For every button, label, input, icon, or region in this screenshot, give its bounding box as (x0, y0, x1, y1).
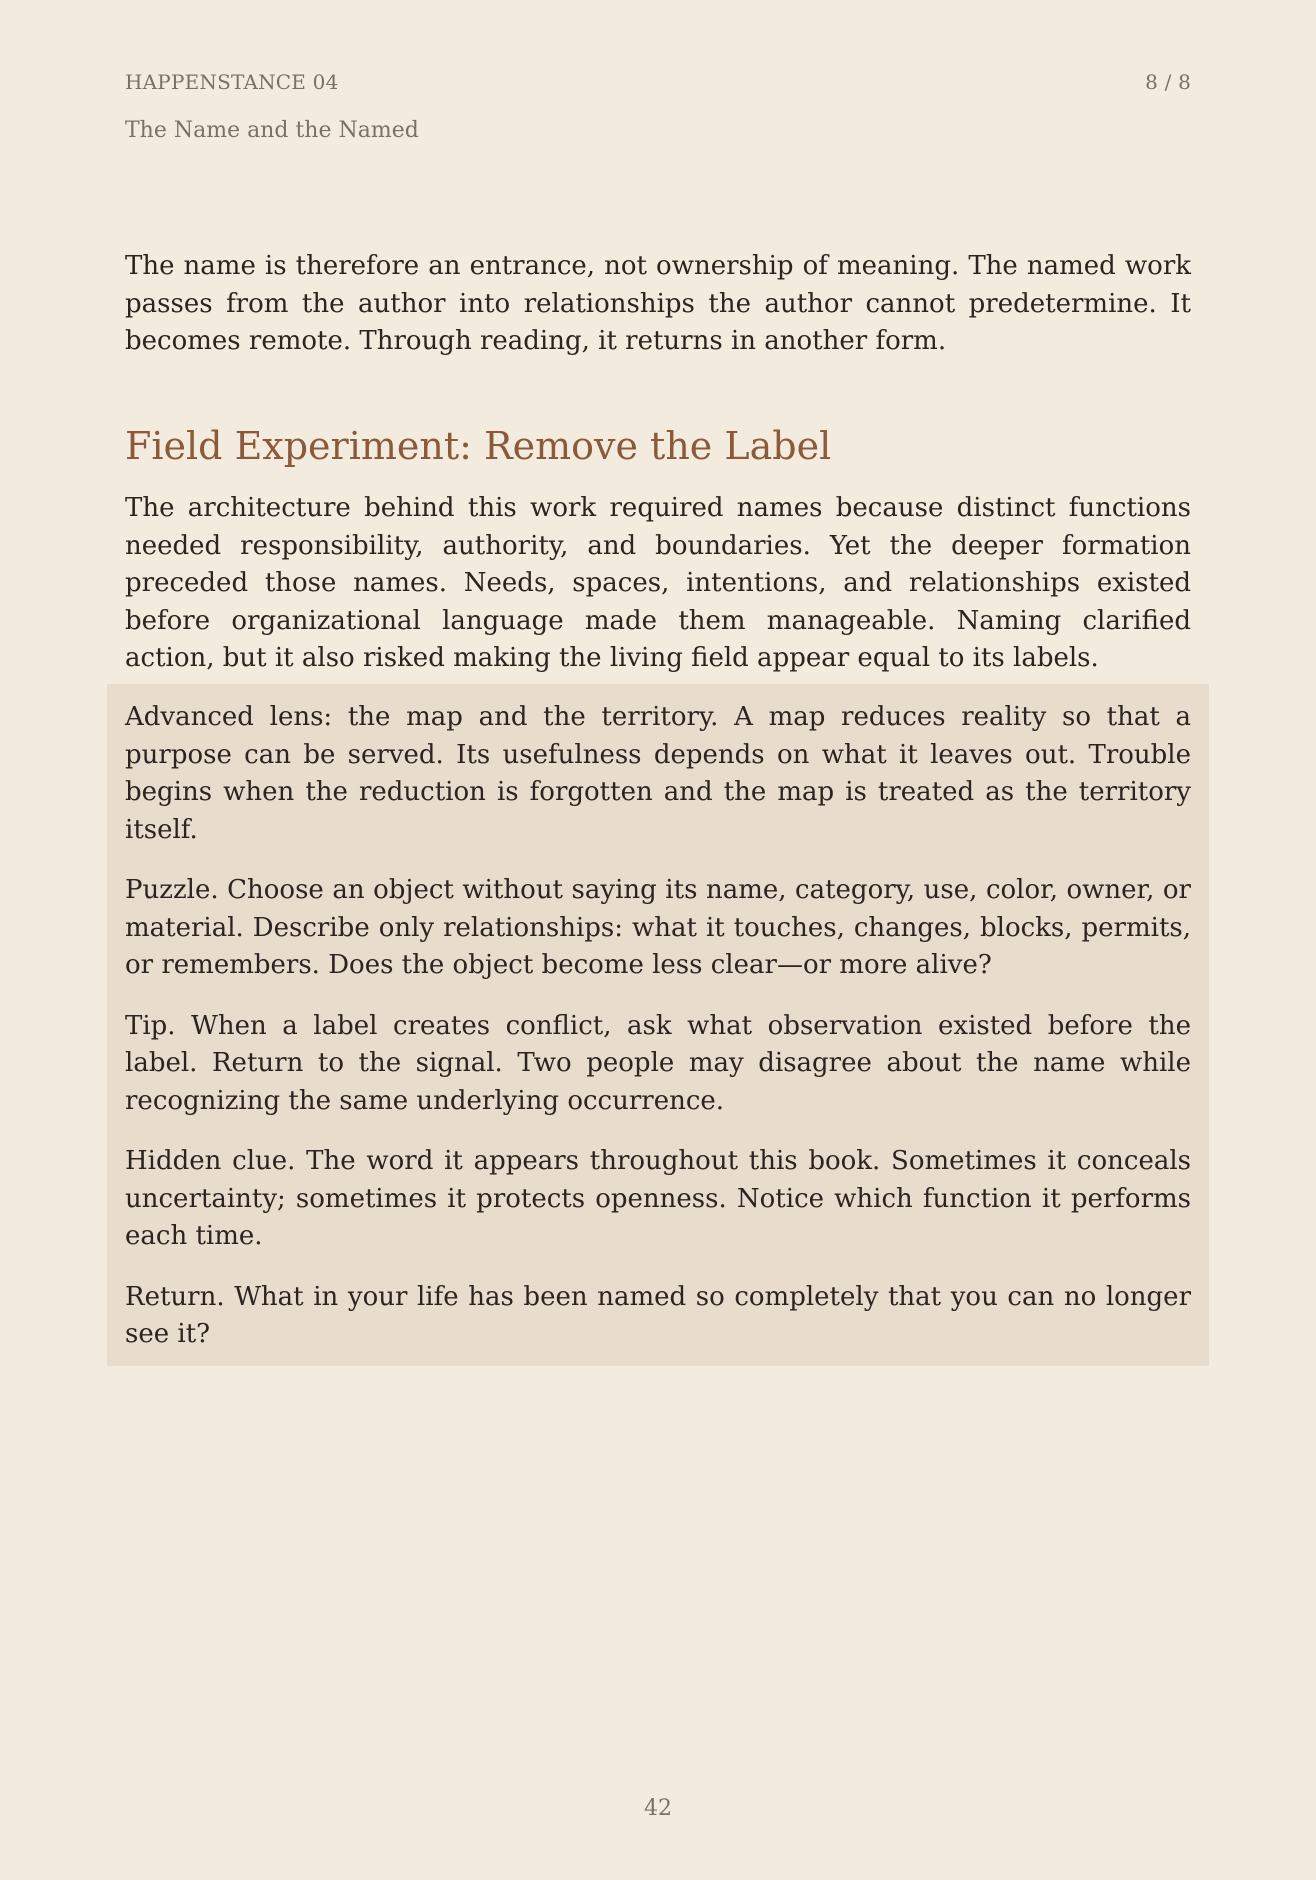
hidden-clue-paragraph: Hidden clue. The word it appears throughout this book. Sometimes it conceals uncertainty; sometimes it protects openness. Notice which function it performs each time. (125, 1146, 1191, 1251)
page-number: 42 (644, 1796, 672, 1821)
body-paragraph: The architecture behind this work required names because distinct functions needed responsibility, authority, and boundaries. Yet the deeper formation preceded those names. Needs, spaces, intentions, and relationships existed before organizational language made them manageable. Naming clarified action, but it also risked making the living field appear equal to its labels. (125, 493, 1191, 673)
exercise-panel-content (125, 699, 1191, 1377)
chapter-title: The Name and the Named (125, 118, 419, 143)
body-paragraph: The name is therefore an entrance, not ownership of meaning. The named work passes from the author into relationships the author cannot predetermine. It becomes remote. Through reading, it returns in another form. (125, 251, 1191, 356)
book-page (125, 0, 1191, 1880)
puzzle-paragraph: Puzzle. Choose an object without saying its name, category, use, color, owner, or material. Describe only relationships: what it touches, changes, blocks, permits, or remembers. Does the object become less clear—or more alive? (125, 875, 1191, 980)
return-paragraph: Return. What in your life has been named so completely that you can no longer see it? (125, 1281, 1191, 1349)
page-position: 8 / 8 (1145, 70, 1191, 94)
exercise-panel (107, 684, 1209, 1366)
book-title: HAPPENSTANCE 04 (125, 70, 339, 94)
tip-paragraph: Tip. When a label creates conflict, ask what observation existed before the label. Return to the signal. Two people may disagree about the name while recognizing the same underlying occurrence. (125, 1010, 1191, 1116)
advanced-lens-paragraph: Advanced lens: the map and the territory. A map reduces reality so that a purpose can be served. Its usefulness depends on what it leaves out. Trouble begins when the reduction is forgotten and the map is treated as the territory itself. (125, 702, 1191, 845)
section-heading: Field Experiment: Remove the Label (125, 424, 832, 468)
